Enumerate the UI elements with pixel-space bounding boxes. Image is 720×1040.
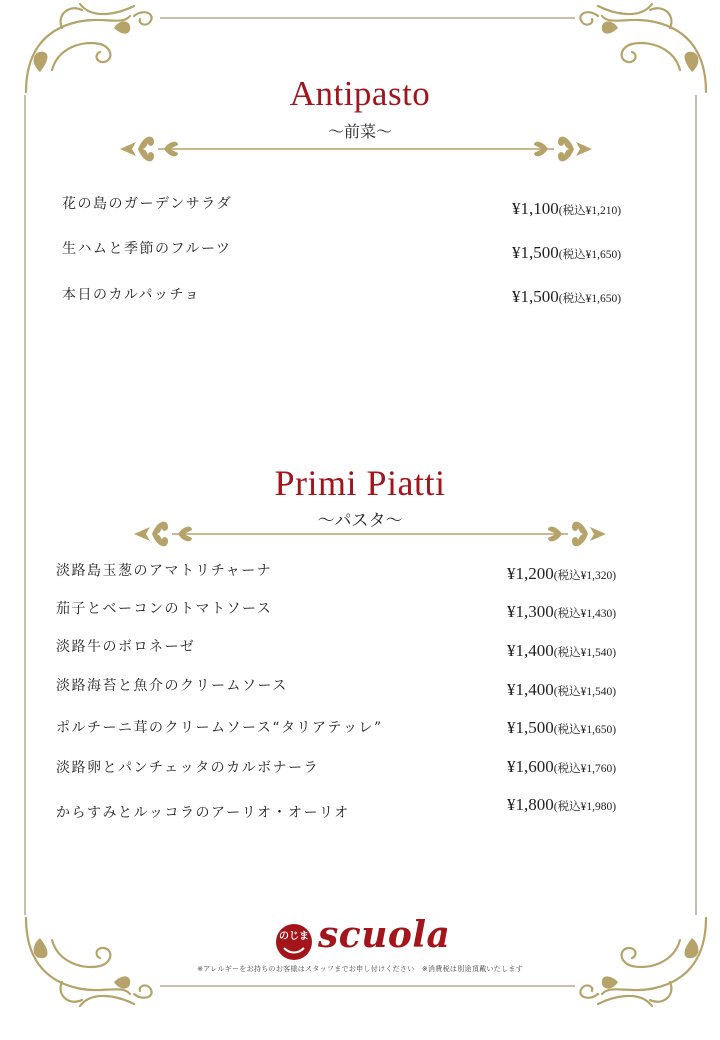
- menu-item-price: [512, 243, 621, 263]
- menu-item-name: 淡路卵とパンチェッタのカルボナーラ: [56, 760, 320, 776]
- corner-flourish-bottom-left-icon: [22, 915, 162, 1010]
- frame-bottom-line: [160, 985, 575, 987]
- menu-item-price: [507, 564, 616, 584]
- price-with-tax: (税込¥1,210): [558, 205, 622, 217]
- menu-item-price: [512, 287, 621, 307]
- corner-flourish-bottom-right-icon: [570, 915, 710, 1010]
- divider-flourish-icon: [132, 515, 608, 551]
- menu-item: [56, 675, 656, 699]
- footer-note: ※アレルギーをお持ちのお客様はスタッフまでお申し付けください ※消費税は別途頂戴いたします: [197, 965, 523, 973]
- price-value: ¥1,100: [512, 199, 559, 218]
- frame-left-line: [24, 95, 26, 915]
- logo-wordmark: scuola: [318, 914, 451, 956]
- menu-item-name: 茄子とベーコンのトマトソース: [56, 601, 273, 617]
- menu-item: [56, 757, 656, 781]
- price-with-tax: (税込¥1,650): [558, 293, 622, 305]
- menu-item: [56, 560, 656, 584]
- menu-item-price: [507, 718, 616, 738]
- price-value: ¥1,800: [507, 795, 554, 814]
- price-value: ¥1,400: [507, 680, 554, 699]
- price-value: ¥1,600: [507, 757, 554, 776]
- logo-mark-text: のじま: [279, 931, 309, 942]
- menu-item: [56, 598, 656, 622]
- scuola-logo: [270, 914, 470, 962]
- frame-top-line: [160, 17, 575, 19]
- menu-item-price: [507, 795, 616, 815]
- section-title-antipasto: Antipasto: [289, 74, 431, 113]
- price-with-tax: (税込¥1,540): [553, 686, 617, 698]
- section-title-primi-piatti: Primi Piatti: [274, 463, 446, 503]
- price-with-tax: (税込¥1,980): [553, 801, 617, 813]
- price-value: ¥1,300: [507, 602, 554, 621]
- menu-item-price: [507, 757, 616, 777]
- price-value: ¥1,500: [512, 287, 559, 306]
- menu-item-price: [512, 199, 621, 219]
- price-value: ¥1,500: [512, 243, 559, 262]
- menu-item: [62, 193, 662, 217]
- price-with-tax: (税込¥1,540): [553, 647, 617, 659]
- price-with-tax: (税込¥1,650): [558, 249, 622, 261]
- menu-item-name: 淡路海苔と魚介のクリームソース: [56, 678, 288, 694]
- menu-item-name: 本日のカルパッチョ: [62, 287, 201, 303]
- section-subtitle-antipasto: ～前菜～: [327, 122, 392, 141]
- menu-item-name: 生ハムと季節のフルーツ: [62, 241, 232, 257]
- price-with-tax: (税込¥1,320): [553, 570, 617, 582]
- menu-item: [56, 636, 656, 660]
- price-with-tax: (税込¥1,760): [553, 763, 617, 775]
- menu-item-price: [507, 602, 616, 622]
- menu-item: [62, 284, 662, 308]
- price-value: ¥1,400: [507, 641, 554, 660]
- menu-item: [56, 717, 656, 741]
- menu-item-name: 淡路牛のボロネーゼ: [56, 639, 196, 655]
- price-value: ¥1,500: [507, 718, 554, 737]
- divider-flourish-icon: [118, 130, 594, 166]
- menu-item-price: [507, 641, 616, 661]
- menu-item-price: [507, 680, 616, 700]
- menu-item-name: ポルチーニ茸のクリームソース“タリアテッレ”: [56, 720, 383, 736]
- menu-item-name: 淡路島玉葱のアマトリチャーナ: [56, 563, 273, 579]
- menu-item: [62, 238, 662, 262]
- menu-item-name: からすみとルッコラのアーリオ・オーリオ: [56, 805, 350, 821]
- menu-item: [56, 795, 656, 826]
- price-with-tax: (税込¥1,650): [553, 724, 617, 736]
- nojima-logo-mark-icon: [274, 922, 314, 962]
- menu-item-name: 花の島のガーデンサラダ: [62, 196, 233, 212]
- price-value: ¥1,200: [507, 564, 554, 583]
- frame-right-line: [695, 95, 697, 915]
- price-with-tax: (税込¥1,430): [553, 608, 617, 620]
- section-subtitle-primi-piatti: ～パスタ～: [317, 511, 403, 531]
